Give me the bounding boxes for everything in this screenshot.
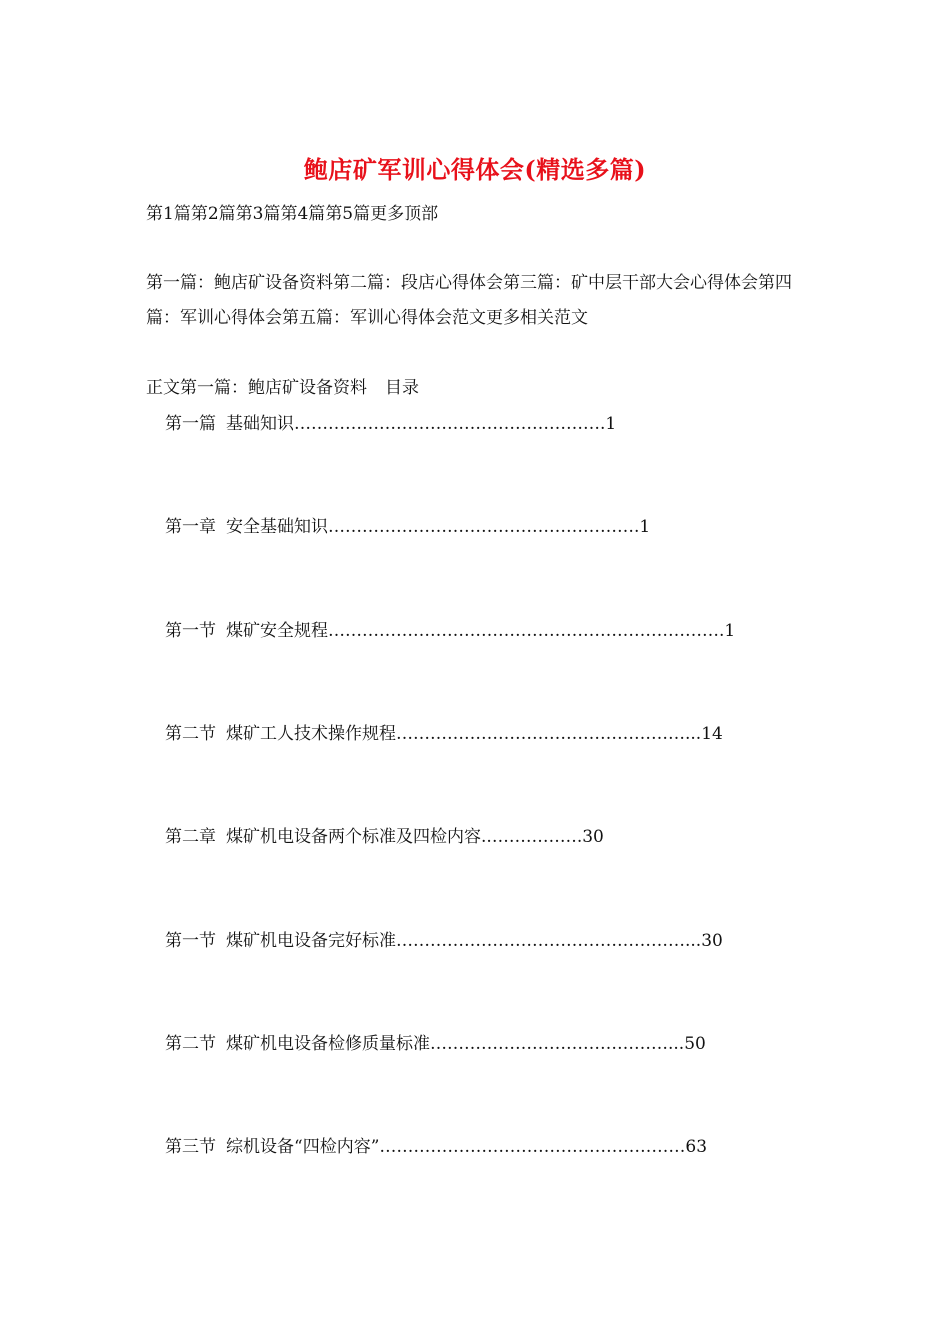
toc-entry-label: 第二章 [165, 827, 216, 847]
toc-entry-label: 第三节 [165, 1137, 216, 1157]
toc-entry-label: 第一节 [165, 621, 216, 641]
toc-entry [165, 719, 723, 744]
toc-entry-leader: ……………………………………………….1 [294, 414, 617, 434]
toc-entry-leader: ……………………………………………...14 [396, 724, 723, 744]
toc-entry-leader: ………………………………………………63 [379, 1137, 708, 1157]
toc-entry [165, 512, 650, 537]
toc-entry [165, 1132, 707, 1157]
toc-entry-title: 综机设备“四检内容” [226, 1137, 380, 1157]
toc-entry-leader: ……………………………………...50 [430, 1034, 706, 1054]
summary-item: 第二篇：段店心得体会 [333, 273, 503, 293]
toc-entry-title: 煤矿安全规程 [226, 621, 328, 641]
nav-link-part-1[interactable]: 第1篇 [146, 204, 191, 224]
summary-item: 第四篇：军训心得体会 [146, 273, 792, 328]
nav-link-part-2[interactable]: 第2篇 [190, 204, 236, 224]
toc-entry [165, 1029, 706, 1054]
nav-link-part-4[interactable]: 第4篇 [280, 204, 326, 224]
section-nav [146, 199, 438, 224]
nav-link-more[interactable]: 更多 [370, 204, 405, 224]
toc-heading: 目录 [385, 378, 419, 398]
nav-link-part-3[interactable]: 第3篇 [235, 204, 281, 224]
toc-entry [165, 926, 723, 951]
toc-entry-leader: …………….30 [491, 827, 604, 847]
toc-entry-title: 煤矿机电设备检修质量标准 [226, 1034, 430, 1054]
toc-entry [165, 822, 604, 847]
summary-item: 第一篇：鲍店矿设备资料 [146, 273, 333, 293]
summary-item: 第三篇：矿中层干部大会心得体会 [503, 273, 758, 293]
toc-entry-label: 第一篇 [165, 414, 216, 434]
nav-link-part-5[interactable]: 第5篇 [325, 204, 371, 224]
toc-entry-title: 煤矿工人技术操作规程 [226, 724, 396, 744]
toc-entry-leader: ……………………………………………….1 [328, 517, 651, 537]
toc-entry-title: 煤矿机电设备两个标准及四检内容.. [226, 827, 492, 847]
toc-entry-label: 第一章 [165, 517, 216, 537]
toc-entry-title: 安全基础知识 [226, 517, 328, 537]
toc-entry-leader: ……………………………………………...30 [396, 931, 723, 951]
document-title: 鲍店矿军训心得体会(精选多篇) [303, 155, 647, 184]
toc-entry-label: 第一节 [165, 931, 216, 951]
toc-entry [165, 409, 616, 434]
toc-entry-label: 第二节 [165, 1034, 216, 1054]
body-intro: 正文第一篇：鲍店矿设备资料 [146, 378, 367, 398]
summary-item: 第五篇：军训心得体会范文 [282, 308, 486, 328]
nav-link-top[interactable]: 顶部 [404, 204, 439, 224]
article-summary [146, 266, 806, 336]
toc-entry-leader: …………………………………………………………….1 [328, 621, 736, 641]
summary-item-more: 更多相关范文 [486, 308, 588, 328]
toc-entry [165, 616, 735, 641]
toc-entry-title: 基础知识 [226, 414, 294, 434]
toc-entry-label: 第二节 [165, 724, 216, 744]
toc-entry-title: 煤矿机电设备完好标准 [226, 931, 396, 951]
body-intro-line [146, 373, 419, 398]
